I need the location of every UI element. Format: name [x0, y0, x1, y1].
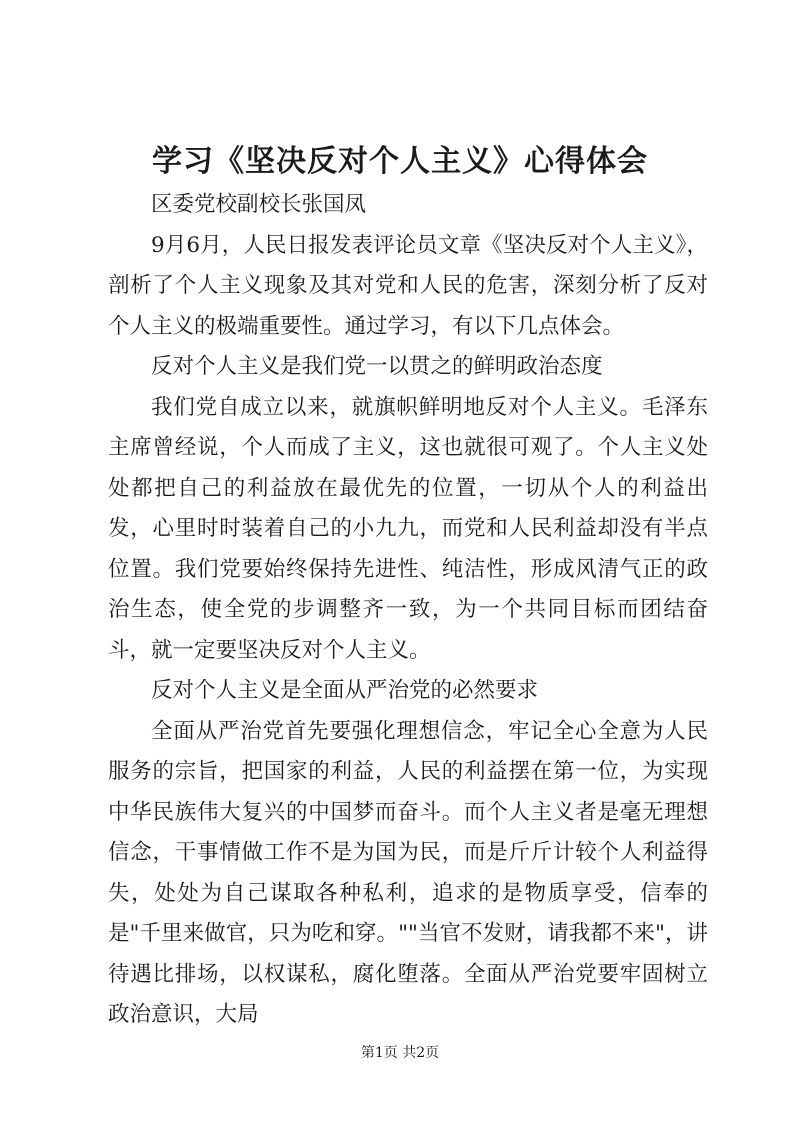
body-paragraph: 我们党自成立以来，就旗帜鲜明地反对个人主义。毛泽东主席曾经说，个人而成了主义，这也就很可观了。个人主义处处都把自己的利益放在最优先的位置，一切从个人的利益出发，心里时时装着自己的小九九，而党和人民利益却没有半点位置。我们党要始终保持先进性、纯洁性，形成风清气正的政治生态，使全党的步调整齐一致，为一个共同目标而团结奋斗，就一定要坚决反对个人主义。	[108, 394, 708, 663]
body-paragraph: 9月6月，人民日报发表评论员文章《坚决反对个人主义》，剖析了个人主义现象及其对党和人民的危害，深刻分析了反对个人主义的极端重要性。通过学习，有以下几点体会。	[108, 232, 708, 339]
section-heading: 反对个人主义是全面从严治党的必然要求	[151, 678, 539, 703]
author-line: 区委党校副校长张国凤	[151, 192, 367, 217]
document-title: 学习《坚决反对个人主义》心得体会	[152, 144, 648, 179]
document-body	[108, 185, 708, 1036]
body-paragraph: 全面从严治党首先要强化理想信念，牢记全心全意为人民服务的宗旨，把国家的利益，人民的利益摆在第一位，为实现中华民族伟大复兴的中国梦而奋斗。而个人主义者是毫无理想信念，干事情做工作不是为国为民，而是斤斤计较个人利益得失，处处为自己谋取各种私利，追求的是物质享受，信奉的是"千里来做官，只为吃和穿。""当官不发财，请我都不来"，讲待遇比排场，以权谋私，腐化堕落。全面从严治党要牢固树立政治意识，大局	[108, 718, 708, 1027]
page-number-footer: 第1页 共2页	[360, 1045, 440, 1061]
section-heading: 反对个人主义是我们党一以贯之的鲜明政治态度	[151, 354, 603, 379]
